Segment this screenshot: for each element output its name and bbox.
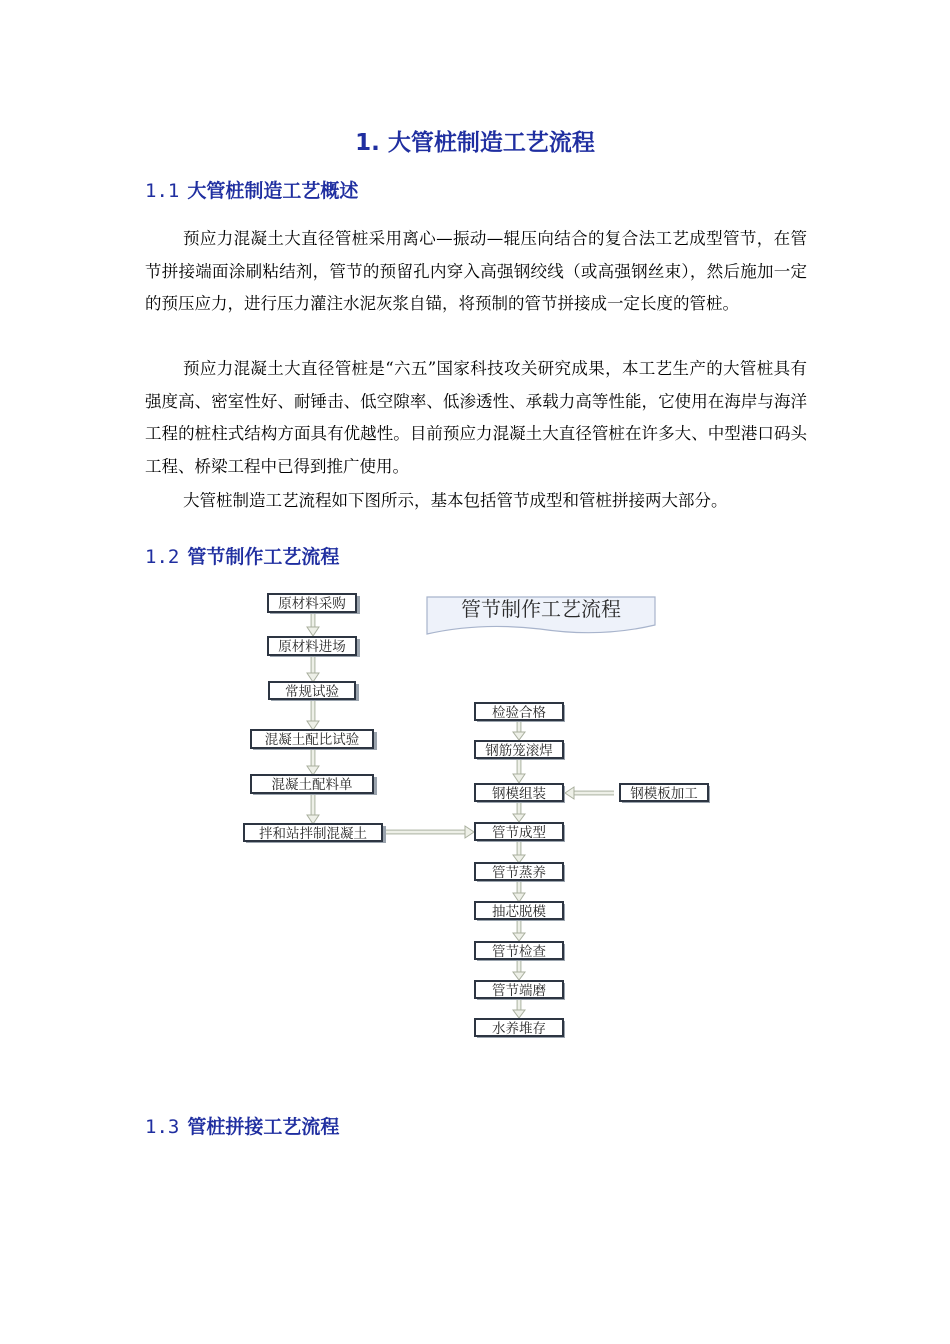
step-label: 水养堆存 (492, 1021, 546, 1037)
step-mixing-station (244, 824, 386, 843)
step-label: 钢筋笼滚焊 (485, 743, 553, 759)
step-segment-inspection (475, 942, 565, 961)
step-label: 管节成型 (492, 825, 546, 841)
section-heading-1-3 (145, 1112, 339, 1139)
document-title: 1. 大管桩制造工艺流程 (355, 130, 595, 156)
flowchart-banner (427, 597, 655, 634)
section-title: 管桩拼接工艺流程 (187, 1116, 340, 1138)
step-mold-assembly (475, 784, 565, 803)
step-label: 管节蒸养 (492, 865, 546, 881)
step-label: 管节检查 (492, 944, 546, 960)
step-label: 抽芯脱模 (492, 904, 546, 920)
step-end-grinding (475, 981, 565, 1000)
step-label: 混凝土配比试验 (264, 732, 360, 748)
step-label: 原材料进场 (278, 639, 346, 655)
step-steam-curing (475, 863, 565, 882)
step-mold-plate-processing (620, 784, 710, 803)
step-concrete-mix-test (251, 730, 377, 750)
section-number: 1.2 (145, 546, 180, 568)
step-label: 拌和站拌制混凝土 (259, 826, 367, 842)
step-routine-test (269, 682, 359, 701)
section-number: 1.3 (145, 1116, 180, 1138)
step-concrete-batch-sheet (251, 775, 377, 795)
step-label: 钢模组装 (492, 786, 546, 802)
step-label: 管节端磨 (492, 983, 546, 999)
step-label: 检验合格 (492, 705, 546, 721)
step-raw-material-arrival (268, 637, 360, 657)
step-core-demolding (475, 902, 565, 921)
section-title: 管节制作工艺流程 (187, 546, 340, 568)
step-label: 常规试验 (285, 684, 339, 700)
section-title: 大管桩制造工艺概述 (187, 180, 359, 202)
step-water-curing-storage (475, 1019, 565, 1038)
paragraph-2: 预应力混凝土大直径管桩是“六五”国家科技攻关研究成果，本工艺生产的大管桩具有强度高、密室性好、耐锤击、低空隙率、低渗透性、承载力高等性能，它使用在海岸与海洋工程的桩柱式结构方面具有优越性。目前预应力混凝土大直径管桩在许多大、中型港口码头工程、桥梁工程中已得到推广使用。 (145, 359, 807, 476)
step-inspection-passed (475, 703, 565, 722)
step-cage-welding (475, 741, 565, 760)
banner-text: 管节制作工艺流程 (461, 597, 621, 621)
section-number: 1.1 (145, 180, 180, 202)
paragraph-3: 大管桩制造工艺流程如下图所示，基本包括管节成型和管桩拼接两大部分。 (183, 491, 728, 510)
step-raw-material-purchase (268, 594, 360, 614)
paragraph-1: 预应力混凝土大直径管桩采用离心—振动—辊压向结合的复合法工艺成型管节，在管节拼接端面涂刷粘结剂，管节的预留孔内穿入高强钢绞线（或高强钢丝束），然后施加一定的预压应力，进行压力灌注水泥灰浆自锚，将预制的管节拼接成一定长度的管桩。 (145, 229, 807, 313)
step-segment-forming (475, 823, 565, 842)
step-label: 混凝土配料单 (271, 777, 353, 793)
step-label: 原材料采购 (278, 596, 346, 612)
step-label: 钢模板加工 (630, 786, 698, 802)
